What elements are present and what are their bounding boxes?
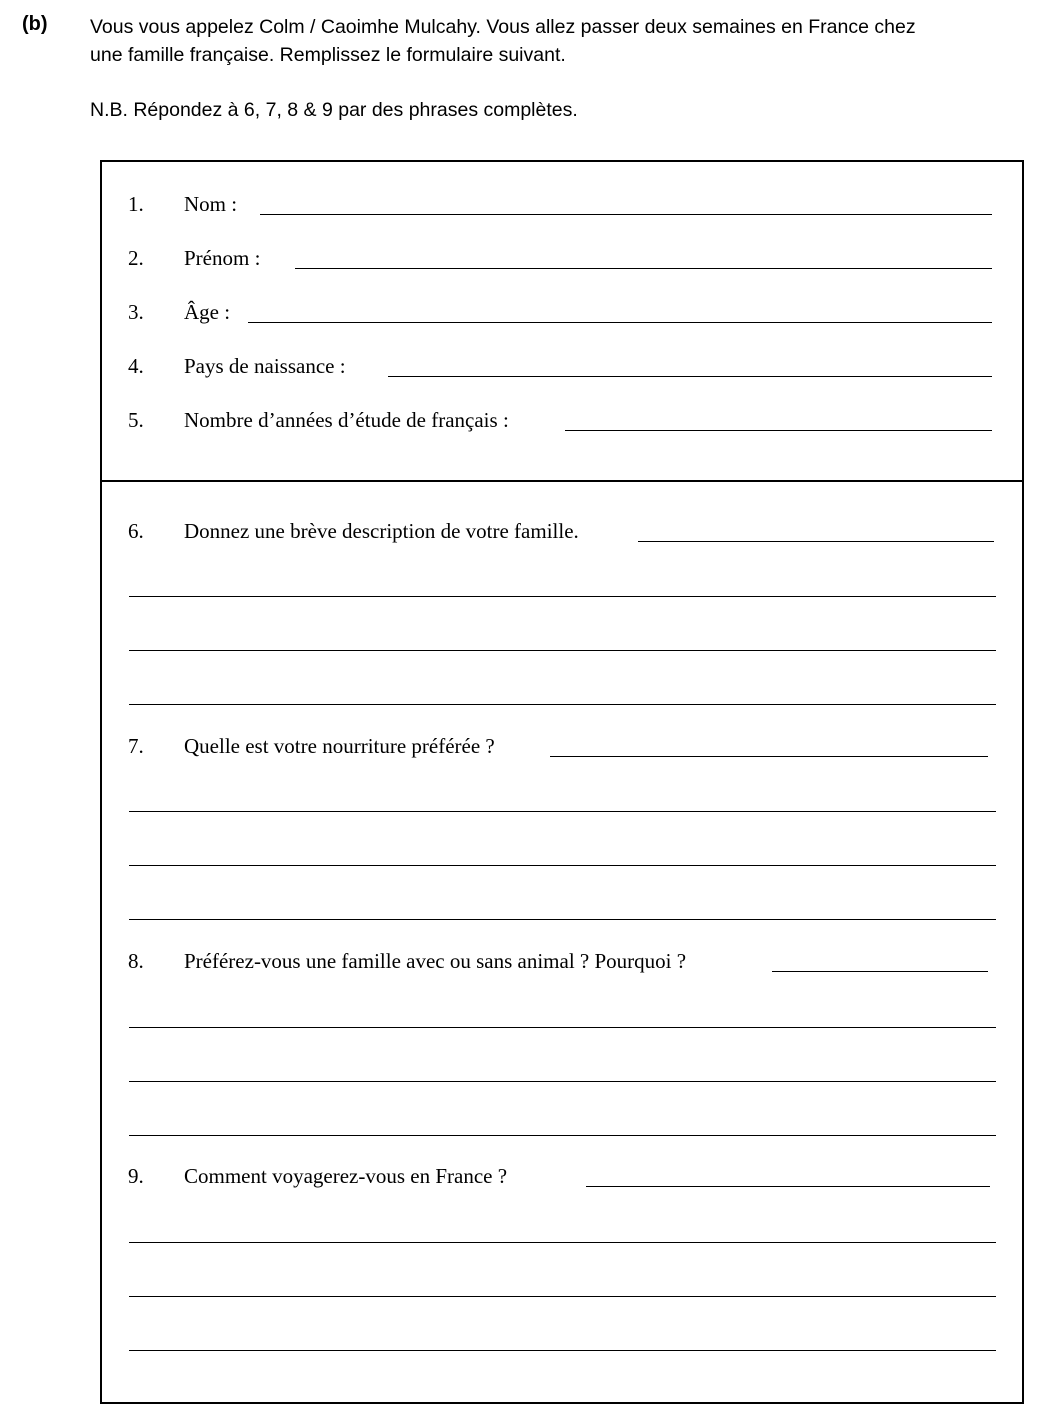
field-number: 4. [128,354,144,378]
answer-line[interactable] [129,1242,996,1243]
field-label-annees: Nombre d’années d’étude de français : [184,408,509,432]
voyage-answer-input[interactable] [586,1164,990,1187]
field-number: 5. [128,408,144,432]
answer-line[interactable] [129,1081,996,1082]
question-label-nourriture: Quelle est votre nourriture préférée ? [184,734,495,758]
question-8 [102,949,1022,983]
instructions-line-1: Vous vous appelez Colm / Caoimhe Mulcahy. Vous allez passer deux semaines en France chez [90,16,916,38]
question-label-voyage: Comment voyagerez-vous en France ? [184,1164,508,1188]
question-number: 7. [128,734,144,758]
answer-note: N.B. Répondez à 6, 7, 8 & 9 par des phrases complètes. [90,99,578,121]
field-label-prenom: Prénom : [184,246,261,270]
question-label-famille: Donnez une brève description de votre famille. [184,519,579,543]
answer-line[interactable] [129,704,996,705]
field-number: 2. [128,246,144,270]
part-label: (b) [22,13,48,35]
age-input[interactable] [248,300,992,323]
section-divider [102,480,1022,482]
answer-line[interactable] [129,865,996,866]
answer-line[interactable] [129,1296,996,1297]
question-number: 8. [128,949,144,973]
field-row-annees [102,408,1022,442]
field-row-pays [102,354,1022,388]
answer-line[interactable] [129,1350,996,1351]
field-number: 3. [128,300,144,324]
answer-line[interactable] [129,811,996,812]
nourriture-answer-input[interactable] [550,734,988,757]
question-label-animal: Préférez-vous une famille avec ou sans animal ? Pourquoi ? [184,949,687,973]
answer-line[interactable] [129,650,996,651]
field-row-age [102,300,1022,334]
form-box [100,160,1024,1404]
annees-input[interactable] [565,408,992,431]
field-number: 1. [128,192,144,216]
answer-line[interactable] [129,596,996,597]
field-label-nom: Nom : [184,192,238,216]
question-number: 6. [128,519,144,543]
question-7 [102,734,1022,768]
instructions [90,13,1010,69]
answer-line[interactable] [129,1135,996,1136]
answer-line[interactable] [129,919,996,920]
prenom-input[interactable] [295,246,992,269]
field-row-nom [102,192,1022,226]
field-label-pays: Pays de naissance : [184,354,346,378]
answer-line[interactable] [129,1027,996,1028]
animal-answer-input[interactable] [772,949,988,972]
nom-input[interactable] [260,192,992,215]
instructions-line-2: une famille française. Remplissez le formulaire suivant. [90,44,566,66]
question-number: 9. [128,1164,144,1188]
question-9 [102,1164,1022,1198]
pays-input[interactable] [388,354,992,377]
question-6 [102,519,1022,553]
field-row-prenom [102,246,1022,280]
famille-answer-input[interactable] [638,519,994,542]
field-label-age: Âge : [184,300,231,324]
